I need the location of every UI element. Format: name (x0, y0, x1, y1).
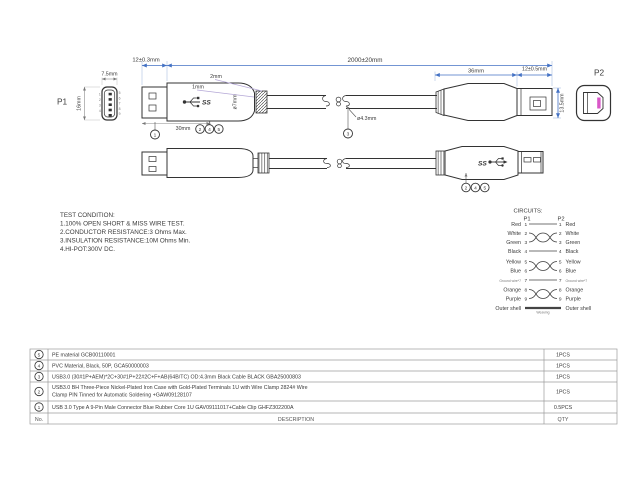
svg-text:3: 3 (98, 103, 101, 108)
svg-text:1.100% OPEN SHORT & MISS WIRE: 1.100% OPEN SHORT & MISS WIRE TEST. (60, 220, 185, 228)
svg-text:6: 6 (558, 269, 562, 275)
cable-break-symbol (323, 96, 350, 107)
svg-text:5: 5 (524, 260, 528, 266)
balloon-a2: 4 (208, 127, 211, 133)
svg-text:Black: Black (508, 249, 521, 255)
svg-text:Blue: Blue (510, 268, 521, 275)
svg-text:USB3.0 (30#1P+AEM)*2C+30#1P+22: USB3.0 (30#1P+AEM)*2C+30#1P+22#2C+F+AB(64B/TC) OD:4.3mm Black Cable BLACK GBA25000803 (52, 374, 301, 381)
svg-text:9: 9 (524, 297, 528, 303)
p2-connector-face (577, 68, 611, 121)
bom-footer (35, 417, 569, 423)
svg-text:USB3.0 BH Three-Piece Nickel-P: USB3.0 BH Three-Piece Nickel-Plated Iron Case with Gold-Plated Terminals 1U with Wire Clamp 2824# Wire (52, 385, 308, 391)
dim-b-body (435, 69, 517, 76)
svg-text:2: 2 (524, 232, 528, 237)
cable-break-symbol-2 (324, 159, 350, 168)
test-condition-title: TEST CONDITION: (60, 212, 115, 219)
dim-p1-height (77, 87, 101, 120)
svg-text:6: 6 (118, 96, 121, 101)
ss-label: SS (202, 99, 211, 107)
svg-text:4: 4 (98, 109, 101, 113)
p2-label: P2 (594, 67, 605, 78)
svg-text:Outer shell: Outer shell (565, 306, 592, 312)
svg-text:Purple: Purple (565, 296, 581, 303)
bom-row-3 (35, 372, 571, 380)
svg-text:2: 2 (558, 232, 562, 237)
svg-text:13.5mm: 13.5mm (559, 93, 566, 113)
balloon-b2: 4 (474, 186, 477, 192)
dim-cable-length (167, 57, 552, 66)
svg-text:Orange: Orange (503, 287, 521, 294)
svg-text:16mm: 16mm (76, 96, 83, 111)
circuits-diagram (495, 209, 591, 315)
svg-text:1: 1 (37, 405, 41, 411)
svg-text:12±0.3mm: 12±0.3mm (132, 57, 160, 64)
svg-text:Outer shell: Outer shell (495, 306, 521, 312)
svg-text:4: 4 (558, 250, 562, 255)
svg-text:Ground wire*7: Ground wire*7 (499, 279, 521, 283)
svg-text:1PCS: 1PCS (556, 374, 570, 381)
svg-text:1: 1 (558, 223, 562, 228)
svg-text:9: 9 (118, 112, 121, 117)
svg-text:Green: Green (506, 240, 521, 246)
svg-text:1: 1 (98, 92, 101, 97)
svg-text:5: 5 (37, 353, 41, 359)
circuits-title: CIRCUITS: (513, 208, 543, 215)
svg-text:3: 3 (524, 241, 528, 246)
dim-b-shell (517, 67, 552, 76)
svg-text:0.5PCS: 0.5PCS (553, 405, 573, 411)
svg-text:Orange: Orange (565, 287, 584, 294)
svg-text:1PCS: 1PCS (556, 352, 570, 359)
svg-text:PE material GCB00110001: PE material GCB00110001 (52, 352, 116, 359)
svg-text:12±0.5mm: 12±0.5mm (522, 66, 547, 73)
svg-text:9: 9 (558, 297, 562, 303)
svg-text:Ground wire*7: Ground wire*7 (565, 279, 588, 283)
svg-text:QTY: QTY (557, 416, 569, 423)
bom-row-4 (35, 361, 571, 369)
svg-text:1mm: 1mm (192, 84, 204, 91)
svg-text:1: 1 (524, 223, 528, 228)
svg-text:2: 2 (98, 98, 101, 102)
svg-text:Purple: Purple (505, 296, 521, 303)
dim-a-shell (132, 58, 167, 66)
test-condition (60, 212, 191, 253)
svg-text:8: 8 (118, 106, 121, 111)
p1-label: P1 (57, 96, 68, 107)
svg-text:3: 3 (558, 241, 562, 246)
svg-text:Green: Green (565, 240, 581, 246)
svg-text:6: 6 (524, 269, 528, 275)
svg-text:1PCS: 1PCS (556, 389, 570, 396)
svg-text:5: 5 (118, 91, 121, 95)
svg-text:7.5mm: 7.5mm (101, 71, 118, 78)
p2-contact-strip (597, 98, 600, 109)
dim-b-height (553, 88, 566, 118)
svg-text:2000±20mm: 2000±20mm (347, 57, 383, 64)
svg-text:8: 8 (558, 288, 562, 294)
svg-text:White: White (507, 231, 521, 237)
balloon-a1: 2 (198, 127, 202, 133)
svg-text:5: 5 (558, 260, 562, 266)
svg-text:Yellow: Yellow (565, 259, 581, 266)
balloon-cable: 3 (346, 132, 350, 138)
svg-text:White: White (565, 231, 580, 237)
svg-text:2: 2 (37, 390, 41, 396)
svg-text:7: 7 (118, 101, 121, 106)
bom-row-1 (35, 403, 573, 411)
svg-text:3.INSULATION RESISTANCE:10M Oh: 3.INSULATION RESISTANCE:10M Ohms Min. (60, 237, 191, 245)
svg-text:Red: Red (565, 222, 576, 228)
svg-text:4.HI-POT:300V DC.: 4.HI-POT:300V DC. (60, 246, 115, 253)
svg-text:2.CONDUCTOR RESISTANCE:3 Ohms: 2.CONDUCTOR RESISTANCE:3 Ohms Max. (60, 229, 187, 236)
svg-text:Yellow: Yellow (505, 259, 521, 266)
svg-text:Red: Red (511, 222, 521, 228)
svg-text:7: 7 (524, 279, 528, 284)
circuits-p2: P2 (557, 216, 565, 223)
svg-text:36mm: 36mm (467, 68, 485, 75)
svg-text:8: 8 (524, 288, 528, 294)
svg-text:No.: No. (34, 416, 44, 423)
svg-text:DESCRIPTION: DESCRIPTION (277, 416, 315, 423)
balloon-a3: 5 (217, 127, 221, 133)
weaving-label: Weaving (536, 310, 550, 315)
svg-text:7: 7 (558, 279, 562, 284)
svg-text:30mm: 30mm (175, 125, 191, 132)
dim-cable-od-side: ø7mm (232, 94, 239, 110)
svg-text:2mm: 2mm (210, 74, 222, 80)
circuits-p1: P1 (523, 216, 531, 223)
svg-text:Blue: Blue (565, 268, 577, 275)
svg-text:Clamp PIN Tinned for Automatic: Clamp PIN Tinned for Automatic Soldering +GAW09128107 (52, 392, 192, 399)
svg-text:1PCS: 1PCS (556, 363, 570, 370)
svg-text:USB 3.0 Type A 9-Pin Male Conn: USB 3.0 Type A 9-Pin Male Connector Blue Rubber Core 1U GAV09111017+Cable Clip GHFZ302200A (52, 405, 294, 411)
svg-text:4: 4 (524, 250, 528, 255)
balloon-b3: 5 (483, 186, 487, 192)
bom-row-2 (35, 385, 571, 399)
svg-text:SS: SS (478, 160, 487, 168)
bom-table (30, 349, 617, 424)
svg-text:Black: Black (565, 249, 579, 255)
dim-p1-width (101, 72, 118, 86)
svg-text:3: 3 (37, 375, 41, 381)
cable-top-view (142, 147, 543, 180)
svg-text:PVC Material, Black, 50P, GCA5: PVC Material, Black, 50P, GCA50000003 (52, 363, 149, 370)
svg-text:ø4.3mm: ø4.3mm (357, 116, 377, 122)
svg-text:4: 4 (37, 364, 41, 370)
balloon-b1: 2 (464, 186, 468, 192)
p1-connector-face (57, 72, 121, 121)
bom-row-5 (35, 350, 571, 358)
balloon-1: 1 (153, 133, 157, 139)
